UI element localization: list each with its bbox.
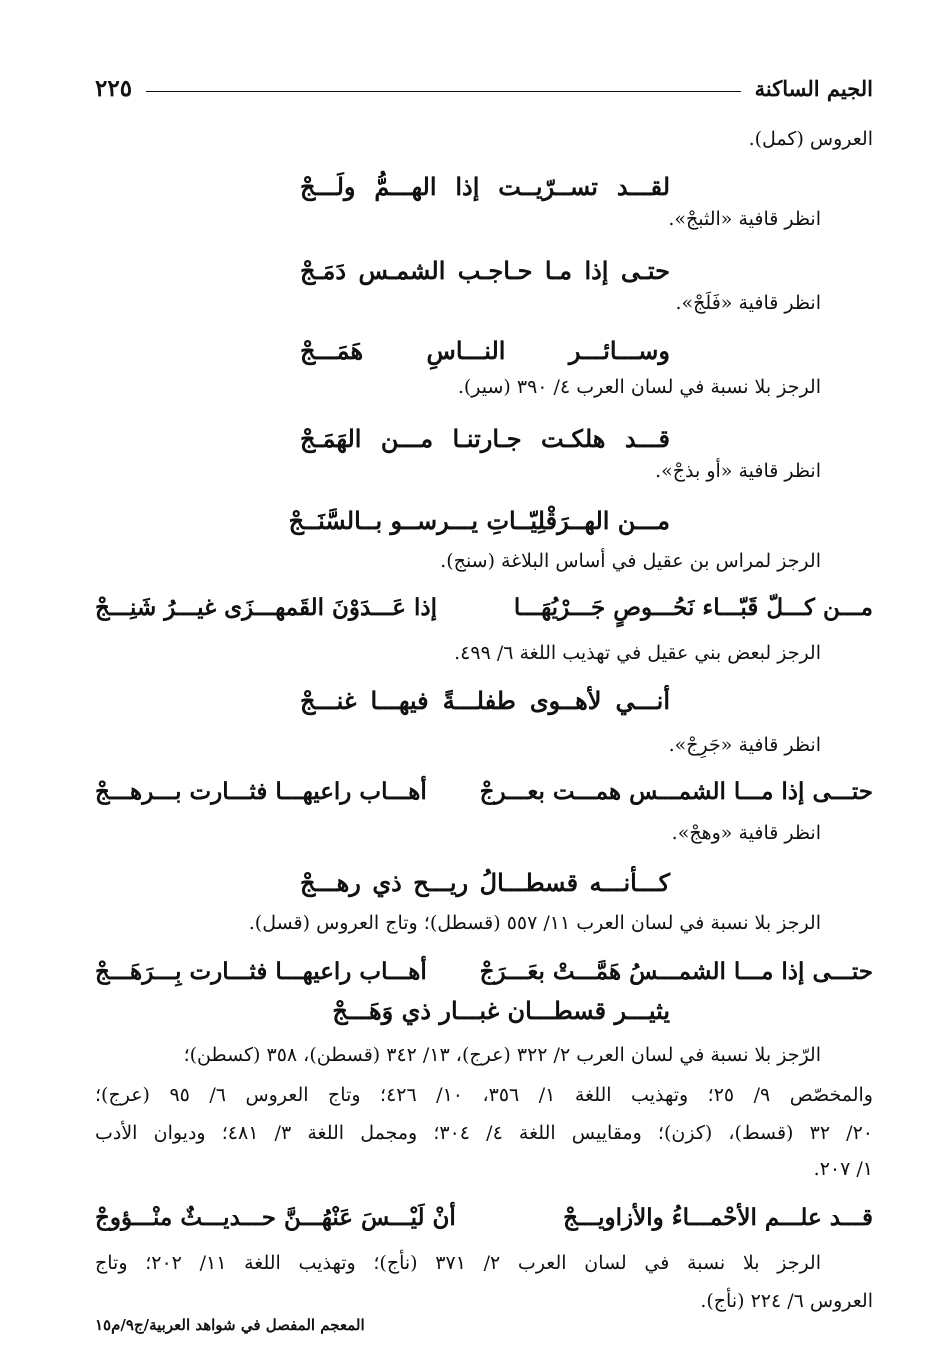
verse-couplet xyxy=(95,594,873,621)
verse-couplet xyxy=(95,1204,873,1231)
verse-line: مـــن الهــرَقْلِيّــاتِ يـــرســو بــالسَّنَــجْ xyxy=(288,506,670,535)
hemistich-second: أنْ لَيْـــسَ عَنْهُـــنَّ حـــديـــثٌ منْـــؤوجْ xyxy=(95,1204,456,1231)
citation-line: الرجز بلا نسبة في لسان العرب ١١/ ٥٥٧ (قسطل)؛ وتاج العروس (قسل). xyxy=(248,912,821,934)
header-title: الجيم الساكنة xyxy=(754,75,873,101)
running-header xyxy=(95,68,873,108)
citation-line: ٢٠/ ٣٢ (قسط)، (كزن)؛ ومقاييس اللغة ٤/ ٣٠٤؛ ومجمل اللغة ٣/ ٤٨١؛ وديوان الأدب xyxy=(95,1122,874,1144)
hemistich-first: قـــد علـــم الأحْمـــاءُ والأزاويـــجْ xyxy=(563,1204,873,1231)
verse-line: يثيـــر قسطـــان غبـــار ذي وَهَـــجْ xyxy=(332,996,670,1025)
cross-reference: انظر قافية «أو بذجْ». xyxy=(655,460,821,482)
verse-line: كـــأنـــه قسطـــالُ ريـــح ذي رهـــجْ xyxy=(300,868,670,897)
citation-line: الرجز بلا نسبة في لسان العرب ٢/ ٣٧١ (نأج)؛ وتهذيب اللغة ١١/ ٢٠٢؛ وتاج xyxy=(95,1252,821,1274)
hemistich-second: أهـــاب راعيهـــا فثـــارت بِـــرَهَـــجْ xyxy=(95,958,427,985)
citation-line: الرجز لبعض بني عقيل في تهذيب اللغة ٦/ ٤٩٩. xyxy=(454,642,821,664)
verse-line: حتـى إذا مـا حـاجـب الشمـس دَمَـجْ xyxy=(300,256,670,285)
hemistich-second: إذا عَـــدَوْنَ القَمهـــزَى غيـــرُ شَنِـــجْ xyxy=(95,594,438,621)
cross-reference: انظر قافية «وهجْ». xyxy=(671,822,821,844)
citation-line: والمخصّص ٩/ ٢٥؛ وتهذيب اللغة ١/ ٣٥٦، ١٠/ ٤٢٦؛ وتاج العروس ٦/ ٩٥ (عرج)؛ xyxy=(95,1084,873,1106)
verse-line: وســـائـــر النـــاسِ هَمَـــجْ xyxy=(300,336,670,365)
verse-couplet xyxy=(95,778,873,805)
citation-line: الرجز بلا نسبة في لسان العرب ٤/ ٣٩٠ (سير). xyxy=(457,376,821,398)
citation-line: الرّجز بلا نسبة في لسان العرب ٢/ ٣٢٢ (عرج)، ١٣/ ٣٤٢ (قسطن)، ٣٥٨ (كسطن)؛ xyxy=(183,1044,821,1066)
cross-reference: انظر قافية «فَلَجْ». xyxy=(675,292,821,314)
citation-line: ١/ ٢٠٧. xyxy=(813,1158,873,1180)
hemistich-first: حتـــى إذا مـــا الشمـــس همـــت بعـــرجْ xyxy=(479,778,873,805)
hemistich-second: أهـــاب راعيهـــا فثـــارت بـــرهـــجْ xyxy=(95,778,427,805)
cross-reference: انظر قافية «جَرِجْ». xyxy=(668,734,821,756)
verse-line: لقـــد تســرّيــت إذا الهـــمُّ ولَـــجْ xyxy=(300,172,670,201)
verse-line: قـــد هلكـت جـارتنـا مـــن الهَمَـجْ xyxy=(300,424,670,453)
header-rule xyxy=(146,91,741,92)
citation-line: العروس ٦/ ٢٢٤ (نأج). xyxy=(700,1290,873,1312)
cross-reference: انظر قافية «الثبجْ». xyxy=(668,208,821,230)
text-line: العروس (كمل). xyxy=(748,128,873,150)
verse-couplet xyxy=(95,958,873,985)
page-number: ٢٢٥ xyxy=(95,74,133,102)
hemistich-first: حتـــى إذا مـــا الشمـــسُ هَمَّـــتْ بعَـــرَجْ xyxy=(479,958,873,985)
hemistich-first: مـــن كـــلّ قَبّـــاء نَحُـــوصٍ جَـــرْيُهَـــا xyxy=(513,594,873,621)
verse-line: أنـــي لأهــوى طفلـــةً فيهـــا غنـــجْ xyxy=(300,686,670,715)
citation-line: الرجز لمراس بن عقيل في أساس البلاغة (سنج). xyxy=(440,550,821,572)
book-footer: المعجم المفصل في شواهد العربية/ج٩/م١٥ xyxy=(95,1316,365,1334)
